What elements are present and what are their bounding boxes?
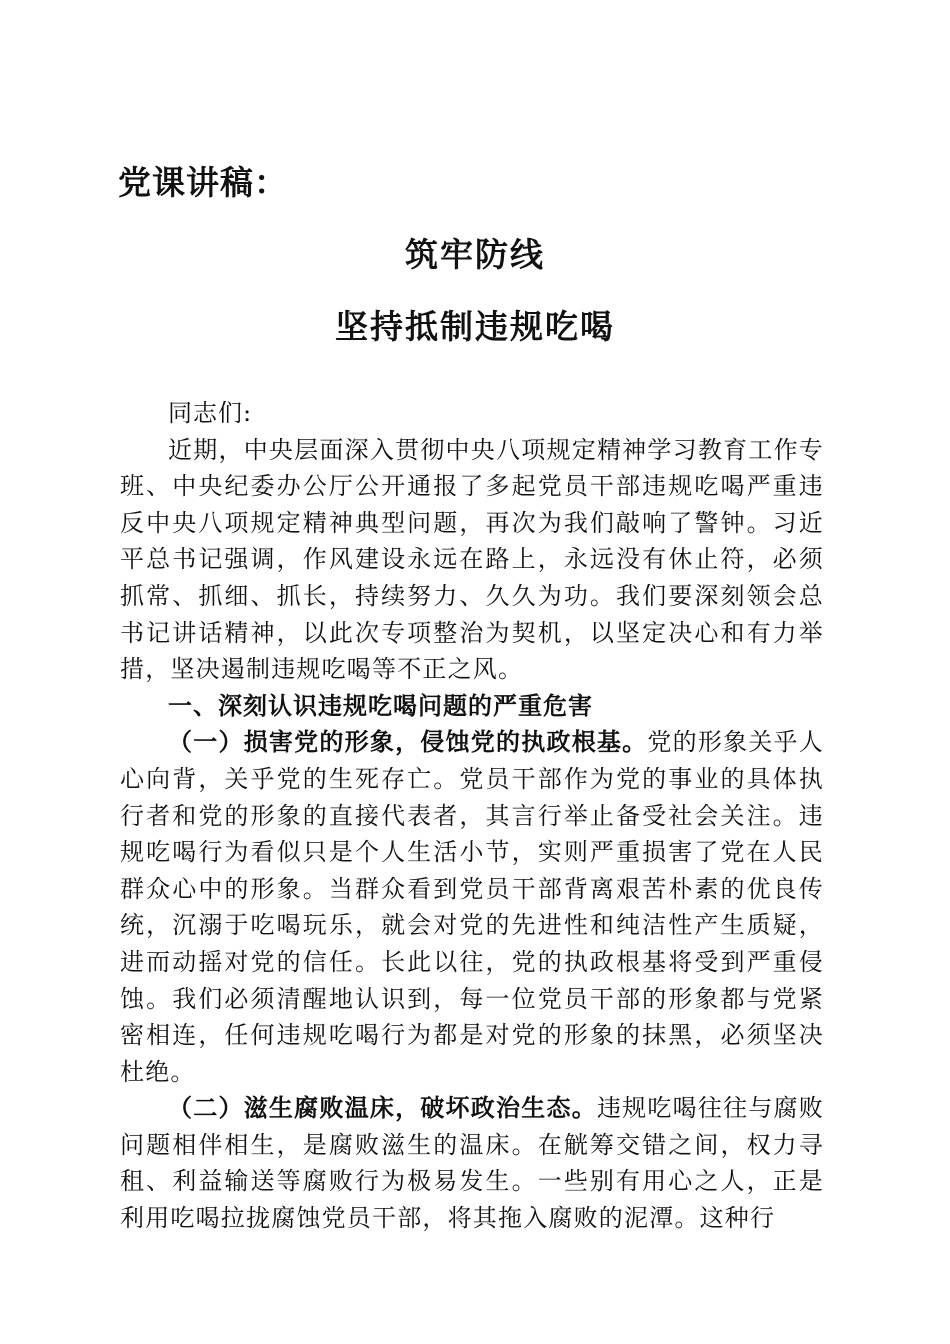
document-title-line-2: 坚持抵制违规吃喝 <box>335 307 615 346</box>
section-heading-1: 一、深刻认识违规吃喝问题的严重危害 <box>168 690 593 720</box>
point-heading-2: （二）滋生腐败温床，破坏政治生态。 <box>168 1093 597 1123</box>
point-paragraph-2 <box>120 1090 824 1236</box>
salutation: 同志们: <box>168 399 253 427</box>
point-body-1: 党的形象关乎人心向背，关乎党的生死存亡。党员干部作为党的事业的具体执行者和党的形象的直接代表者，其言行举止备受社会关注。违规吃喝行为看似只是个人生活小节，实则严重损害了党在人民群众心中的形象。当群众看到党员干部背离艰苦朴素的优良传统，沉溺于吃喝玩乐，就会对党的先进性和纯洁性产生质疑，进而动摇对党的信任。长此以往，党的执政根基将受到严重侵蚀。我们必须清醒地认识到，每一位党员干部的形象都与党紧密相连，任何违规吃喝行为都是对党的形象的抹黑，必须坚决杜绝。 <box>120 728 824 1086</box>
document-title-line-1: 筑牢防线 <box>405 235 545 274</box>
point-paragraph-1 <box>120 724 824 1090</box>
document-body <box>120 395 824 1237</box>
document-label: 党课讲稿： <box>118 163 288 202</box>
intro-paragraph: 近期，中央层面深入贯彻中央八项规定精神学习教育工作专班、中央纪委办公厅公开通报了多起党员干部违规吃喝严重违反中央八项规定精神典型问题，再次为我们敲响了警钟。习近平总书记强调，作风建设永远在路上，永远没有休止符，必须抓常、抓细、抓长，持续努力、久久为功。我们要深刻领会总书记讲话精神，以此次专项整治为契机，以坚定决心和有力举措，坚决遏制违规吃喝等不正之风。 <box>120 435 824 684</box>
point-heading-1: （一）损害党的形象，侵蚀党的执政根基。 <box>168 727 648 757</box>
point-body-2: 违规吃喝往往与腐败问题相伴相生，是腐败滋生的温床。在觥筹交错之间，权力寻租、利益输送等腐败行为极易发生。一些别有用心之人，正是利用吃喝拉拢腐蚀党员干部，将其拖入腐败的泥潭。这种行 <box>120 1094 824 1233</box>
